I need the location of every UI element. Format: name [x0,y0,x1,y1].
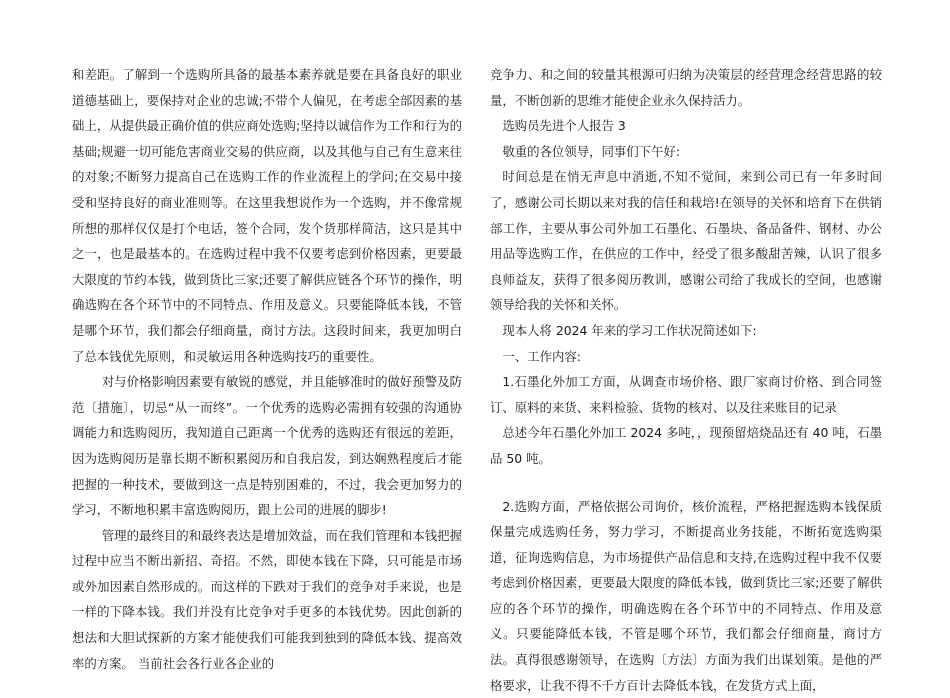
left-column [72,62,462,676]
paragraph: 时间总是在悄无声息中消逝,不知不觉间，来到公司已有一年多时间了，感谢公司长期以来对我的信任和栽培!在领导的关怀和培育下在供销部工作，主要从事公司外加工石墨化、石墨块、备品备件、钢材、办公用品等选购工作，在供应的工作中，经受了很多酸甜苦辣，认识了很多良师益友，获得了很多阅历教训，感谢公司给了我成长的空间，也感谢领导给我的关怀和关怀。 [490,164,882,318]
subheading: 一、工作内容: [490,344,882,370]
paragraph: 总述今年石墨化外加工 2024 多吨，，现预留焙烧品还有 40 吨，石墨品 50 吨。 [490,420,882,471]
paragraph: 现本人将 2024 年来的学习工作状况简述如下: [490,318,882,344]
paragraph: 2.选购方面，严格依据公司询价，核价流程，严格把握选购本钱保质保量完成选购任务，努力学习，不断提高业务技能，不断拓宽选购渠道，征询选购信息，为市场提供产品信息和支持,在选购过程中我不仅要考虑到价格因素，更要最大限度的降低本钱，做到货比三家;还要了解供应的各个环节的操作，明确选购在各个环节中的不同特点、作用及意义。只要能降低本钱，不管是哪个环节，我们都会仔细商量，商讨方法。真得很感谢领导，在选购〔方法〕方面为我们出谋划策。是他的严格要求，让我不得不千方百计去降低本钱，在发货方式上面， [490,494,882,698]
right-column [490,62,882,698]
paragraph: 1.石墨化外加工方面，从调查市场价格、跟厂家商讨价格、到合同签订、原料的来货、来料检验、货物的核对、以及往来账目的记录 [490,369,882,420]
paragraph: 管理的最终目的和最终表达是增加效益，而在我们管理和本钱把握过程中应当不断出新招、奇招。不然，即使本钱在下降，只可能是市场或外加因素自然形成的。而这样的下跌对于我们的竞争对手来说，也是一样的下降本钱。我们并没有比竞争对手更多的本钱优势。因此创新的想法和大胆试探新的方案才能使我们可能我到独到的降低本钱、提高效率的方案。 当前社会各行业各企业的 [72,523,462,677]
paragraph: 和差距。了解到一个选购所具备的最基本素养就是要在具备良好的职业道德基础上，要保持对企业的忠诚;不带个人偏见，在考虑全部因素的基础上，从提供最正确价值的供应商处选购;坚持以诚信作为工作和行为的基础;规避一切可能危害商业交易的供应商，以及其他与自己有生意来往的对象;不断努力提高自己在选购工作的作业流程上的学问;在交易中接受和坚持良好的商业准则等。在这里我想说作为一个选购，并不像常规所想的那样仅仅是打个电话，签个合同，发个货那样简洁，这只是其中之一，也是最基本的。在选购过程中我不仅要考虑到价格因素，更要最大限度的节约本钱，做到货比三家;还要了解供应链各个环节的操作，明确选购在各个环节中的不同特点、作用及意义。只要能降低本钱，不管是哪个环节，我们都会仔细商量，商讨方法。这段时间来，我更加明白了总本钱优先原则，和灵敏运用各种选购技巧的重要性。 [72,62,462,369]
paragraph: 竞争力、和之间的较量其根源可归纳为决策层的经营理念经营思路的较量，不断创新的思维才能使企业永久保持活力。 [490,62,882,113]
section-heading: 选购员先进个人报告 3 [490,113,882,139]
paragraph: 对与价格影响因素要有敏锐的感觉，并且能够准时的做好预警及防范〔措施〕，切忌“从一而终”。一个优秀的选购必需拥有较强的沟通协调能力和选购阅历，我知道自己距离一个优秀的选购还有很远的差距，因为选购阅历是靠长期不断积累阅历和自我启发，到达娴熟程度后才能把握的一种技术，要做到这一点是特别困难的，不过，我会更加努力的学习，不断地积累丰富选购阅历，跟上公司的进展的脚步! [72,369,462,523]
salutation: 敬重的各位领导，同事们下午好: [490,139,882,165]
